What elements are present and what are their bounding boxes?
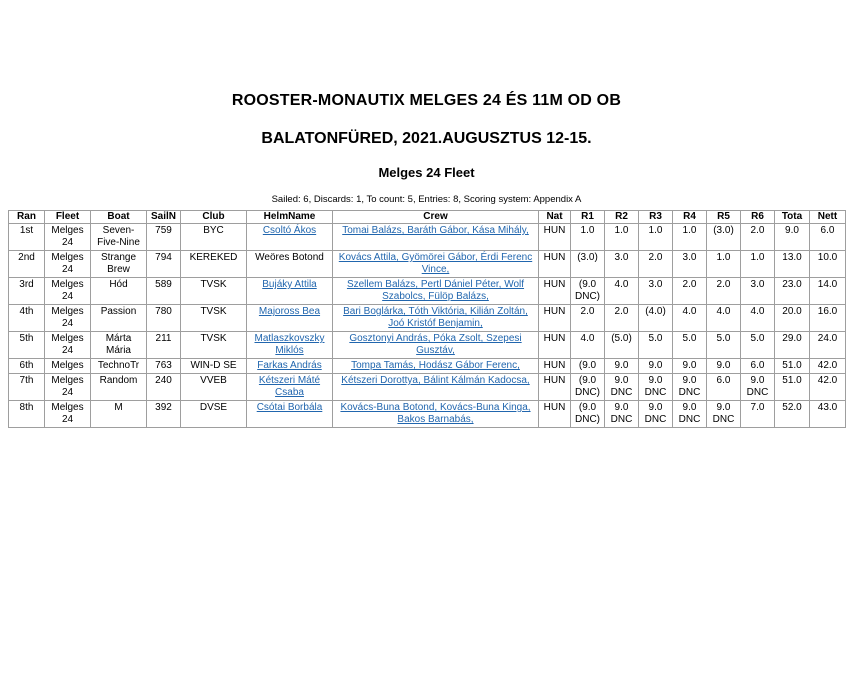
nat-cell: HUN (539, 374, 571, 401)
column-header-r2: R2 (605, 211, 639, 224)
column-header-nat: Nat (539, 211, 571, 224)
page-title: ROOSTER-MONAUTIX MELGES 24 ÉS 11M OD OB (231, 92, 622, 109)
column-header-r5: R5 (707, 211, 741, 224)
helm-link[interactable]: Kétszeri Máté Csaba (258, 375, 321, 398)
rank-cell: 3rd (9, 278, 45, 305)
race-result-cell: 5.0 (741, 332, 775, 359)
race-result-cell: 9.0 DNC (707, 401, 741, 428)
fleet-cell: Melges (45, 359, 91, 374)
boat-cell: Márta Mária (91, 332, 147, 359)
nat-cell: HUN (539, 359, 571, 374)
club-cell: WIN-D SE (181, 359, 247, 374)
column-header-ran: Ran (9, 211, 45, 224)
club-cell: KEREKED (181, 251, 247, 278)
rank-cell: 7th (9, 374, 45, 401)
nett-cell: 16.0 (810, 305, 846, 332)
column-header-sailn: SailN (147, 211, 181, 224)
crew-cell (333, 401, 539, 428)
total-cell: 51.0 (775, 359, 810, 374)
race-result-cell: 1.0 (571, 224, 605, 251)
helm-link[interactable]: Farkas András (257, 360, 322, 371)
total-cell: 51.0 (775, 374, 810, 401)
race-result-cell: 9.0 (707, 359, 741, 374)
race-result-cell: (9.0 DNC) (571, 374, 605, 401)
race-result-cell: 4.0 (571, 332, 605, 359)
race-result-cell: 1.0 (673, 224, 707, 251)
race-result-cell: 1.0 (639, 224, 673, 251)
boat-cell: Passion (91, 305, 147, 332)
column-header-tota: Tota (775, 211, 810, 224)
rank-cell: 4th (9, 305, 45, 332)
club-cell: TVSK (181, 278, 247, 305)
column-header-boat: Boat (91, 211, 147, 224)
race-result-cell: 9.0 DNC (741, 374, 775, 401)
sailno-cell: 780 (147, 305, 181, 332)
table-row (9, 374, 846, 401)
race-result-cell: 1.0 (707, 251, 741, 278)
crew-link[interactable]: Kovács Attila, Gyömörei Gábor, Érdi Ferenc Vince, (338, 252, 533, 275)
sailno-cell: 759 (147, 224, 181, 251)
crew-link[interactable]: Tompa Tamás, Hodász Gábor Ferenc, (351, 360, 520, 371)
helm-link[interactable]: Csoltó Ákos (262, 225, 317, 236)
crew-link[interactable]: Kétszeri Dorottya, Bálint Kálmán Kadocsa, (341, 375, 530, 386)
scoring-summary: Sailed: 6, Discards: 1, To count: 5, Entries: 8, Scoring system: Appendix A (271, 194, 582, 205)
helm-cell: Weöres Botond (247, 251, 333, 278)
crew-cell (333, 374, 539, 401)
sailno-cell: 794 (147, 251, 181, 278)
nat-cell: HUN (539, 305, 571, 332)
helm-link[interactable]: Csótai Borbála (256, 402, 323, 413)
helm-cell (247, 359, 333, 374)
race-result-cell: 9.0 DNC (605, 401, 639, 428)
nett-cell: 43.0 (810, 401, 846, 428)
helm-link[interactable]: Matlaszkovszky Miklós (254, 333, 325, 356)
crew-link[interactable]: Tomai Balázs, Baráth Gábor, Kása Mihály, (342, 225, 529, 236)
fleet-cell: Melges 24 (45, 305, 91, 332)
total-cell: 9.0 (775, 224, 810, 251)
table-row (9, 401, 846, 428)
race-result-cell: 1.0 (741, 251, 775, 278)
race-result-cell: 9.0 DNC (639, 374, 673, 401)
nat-cell: HUN (539, 251, 571, 278)
race-result-cell: 3.0 (605, 251, 639, 278)
rank-cell: 6th (9, 359, 45, 374)
total-cell: 29.0 (775, 332, 810, 359)
total-cell: 13.0 (775, 251, 810, 278)
sailno-cell: 589 (147, 278, 181, 305)
boat-cell: Random (91, 374, 147, 401)
race-result-cell: 2.0 (571, 305, 605, 332)
race-result-cell: 4.0 (707, 305, 741, 332)
race-result-cell: (9.0 DNC) (571, 401, 605, 428)
race-result-cell: 9.0 DNC (673, 374, 707, 401)
race-result-cell: 4.0 (741, 305, 775, 332)
crew-link[interactable]: Gosztonyi András, Póka Zsolt, Szepesi Gusztáv, (349, 333, 522, 356)
rank-cell: 8th (9, 401, 45, 428)
helm-cell (247, 305, 333, 332)
race-result-cell: 9.0 DNC (673, 401, 707, 428)
crew-cell (333, 251, 539, 278)
nett-cell: 14.0 (810, 278, 846, 305)
column-header-fleet: Fleet (45, 211, 91, 224)
crew-cell (333, 359, 539, 374)
boat-cell: TechnoTr (91, 359, 147, 374)
nat-cell: HUN (539, 224, 571, 251)
club-cell: BYC (181, 224, 247, 251)
column-header-nett: Nett (810, 211, 846, 224)
helm-link[interactable]: Bujáky Attila (262, 279, 317, 290)
race-result-cell: 9.0 (605, 359, 639, 374)
total-cell: 23.0 (775, 278, 810, 305)
race-result-cell: 9.0 (639, 359, 673, 374)
helm-cell (247, 224, 333, 251)
sailno-cell: 763 (147, 359, 181, 374)
table-row (9, 224, 846, 251)
race-result-cell: 9.0 DNC (639, 401, 673, 428)
column-header-r6: R6 (741, 211, 775, 224)
helm-cell (247, 332, 333, 359)
column-header-crew: Crew (333, 211, 539, 224)
race-result-cell: (5.0) (605, 332, 639, 359)
column-header-r4: R4 (673, 211, 707, 224)
helm-cell (247, 278, 333, 305)
club-cell: VVEB (181, 374, 247, 401)
table-row (9, 305, 846, 332)
nett-cell: 10.0 (810, 251, 846, 278)
boat-cell: Strange Brew (91, 251, 147, 278)
sailno-cell: 211 (147, 332, 181, 359)
race-result-cell: (3.0) (571, 251, 605, 278)
race-result-cell: (4.0) (639, 305, 673, 332)
crew-link[interactable]: Bari Boglárka, Tóth Viktória, Kilián Zoltán, Joó Kristóf Benjamin, (343, 306, 528, 329)
event-subtitle: BALATONFÜRED, 2021.AUGUSZTUS 12-15. (261, 130, 592, 147)
table-row (9, 278, 846, 305)
race-result-cell: 3.0 (673, 251, 707, 278)
fleet-cell: Melges 24 (45, 332, 91, 359)
helm-link[interactable]: Majoross Bea (258, 306, 321, 317)
helm-cell (247, 374, 333, 401)
nat-cell: HUN (539, 278, 571, 305)
race-result-cell: 5.0 (673, 332, 707, 359)
nett-cell: 42.0 (810, 374, 846, 401)
boat-cell: M (91, 401, 147, 428)
fleet-cell: Melges 24 (45, 401, 91, 428)
race-result-cell: 2.0 (707, 278, 741, 305)
boat-cell: Hód (91, 278, 147, 305)
column-header-helmname: HelmName (247, 211, 333, 224)
race-result-cell: 7.0 (741, 401, 775, 428)
rank-cell: 1st (9, 224, 45, 251)
total-cell: 20.0 (775, 305, 810, 332)
nett-cell: 42.0 (810, 359, 846, 374)
race-result-cell: 9.0 DNC (605, 374, 639, 401)
race-result-cell: 6.0 (707, 374, 741, 401)
race-result-cell: 6.0 (741, 359, 775, 374)
column-header-club: Club (181, 211, 247, 224)
table-row (9, 251, 846, 278)
race-result-cell: 3.0 (639, 278, 673, 305)
race-result-cell: 2.0 (673, 278, 707, 305)
nat-cell: HUN (539, 332, 571, 359)
club-cell: TVSK (181, 305, 247, 332)
rank-cell: 2nd (9, 251, 45, 278)
column-header-r1: R1 (571, 211, 605, 224)
rank-cell: 5th (9, 332, 45, 359)
fleet-cell: Melges 24 (45, 224, 91, 251)
crew-link[interactable]: Kovács-Buna Botond, Kovács-Buna Kinga, Bakos Barnabás, (340, 402, 531, 425)
race-result-cell: 5.0 (639, 332, 673, 359)
race-result-cell: 5.0 (707, 332, 741, 359)
results-table (8, 210, 846, 428)
race-result-cell: 1.0 (605, 224, 639, 251)
table-row (9, 359, 846, 374)
fleet-cell: Melges 24 (45, 374, 91, 401)
race-result-cell: 9.0 (673, 359, 707, 374)
race-result-cell: 2.0 (605, 305, 639, 332)
total-cell: 52.0 (775, 401, 810, 428)
race-result-cell: (3.0) (707, 224, 741, 251)
header-row (9, 211, 846, 224)
race-result-cell: 3.0 (741, 278, 775, 305)
nett-cell: 6.0 (810, 224, 846, 251)
sailno-cell: 240 (147, 374, 181, 401)
column-header-r3: R3 (639, 211, 673, 224)
nat-cell: HUN (539, 401, 571, 428)
race-result-cell: (9.0 (571, 359, 605, 374)
boat-cell: Seven-Five-Nine (91, 224, 147, 251)
race-result-cell: 2.0 (741, 224, 775, 251)
fleet-title: Melges 24 Fleet (378, 165, 475, 180)
club-cell: DVSE (181, 401, 247, 428)
race-result-cell: 4.0 (673, 305, 707, 332)
sailno-cell: 392 (147, 401, 181, 428)
table-row (9, 332, 846, 359)
crew-link[interactable]: Szellem Balázs, Pertl Dániel Péter, Wolf Szabolcs, Fülöp Balázs, (346, 279, 525, 302)
results-table-body (9, 224, 846, 428)
helm-cell (247, 401, 333, 428)
crew-cell (333, 305, 539, 332)
crew-cell (333, 332, 539, 359)
fleet-cell: Melges 24 (45, 251, 91, 278)
race-result-cell: 4.0 (605, 278, 639, 305)
race-result-cell: 2.0 (639, 251, 673, 278)
club-cell: TVSK (181, 332, 247, 359)
race-result-cell: (9.0 DNC) (571, 278, 605, 305)
crew-cell (333, 278, 539, 305)
fleet-cell: Melges 24 (45, 278, 91, 305)
nett-cell: 24.0 (810, 332, 846, 359)
crew-cell (333, 224, 539, 251)
